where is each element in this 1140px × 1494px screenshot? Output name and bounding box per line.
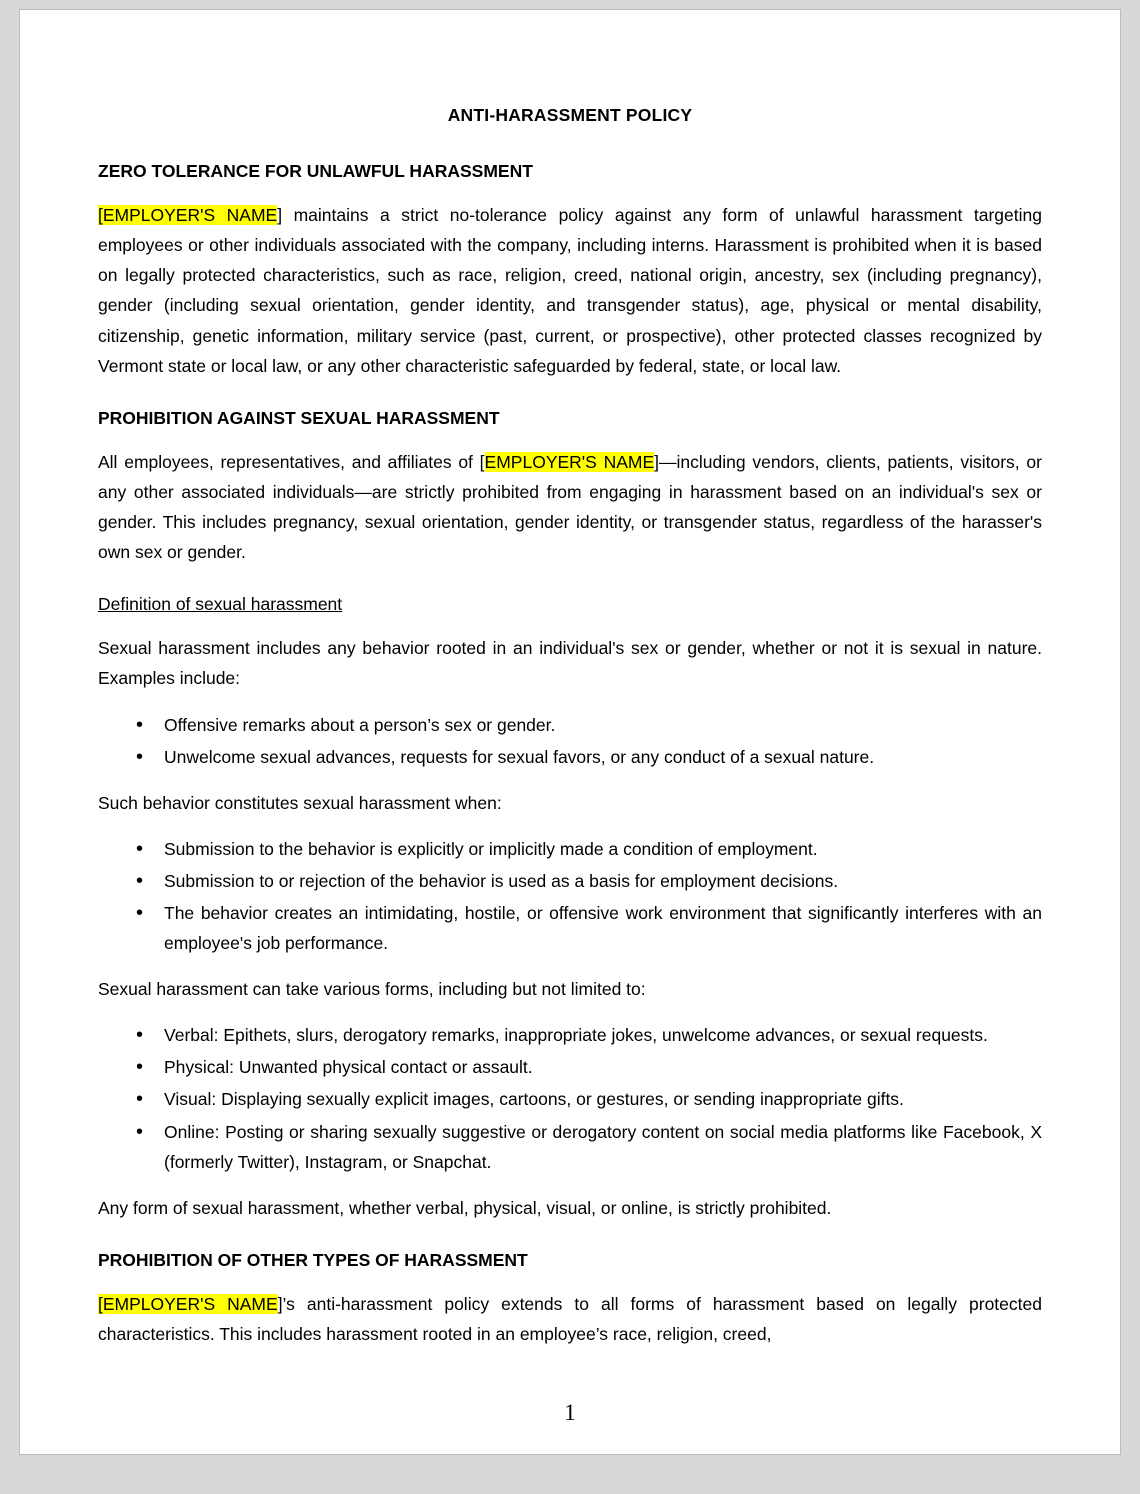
list-item: • Physical: Unwanted physical contact or assault. <box>164 1052 1042 1082</box>
page-title: ANTI-HARASSMENT POLICY <box>447 105 693 125</box>
paragraph-zero-tolerance <box>98 200 1042 381</box>
paragraph-zero-tolerance-text: ] maintains a strict no-tolerance policy against any form of unlawful harassment targeting employees or other individuals associated with the company, including interns. Harassment is prohibited when it is based on legally protected characteristics, such as race, religion, creed, national origin, ancestry, sex (including pregnancy), gender (including sexual orientation, gender identity, and transgender status), age, physical or mental disability, citizenship, genetic information, military service (past, current, or prospective), other protected classes recognized by Vermont state or local law, or any other characteristic safeguarded by federal, state, or local law. <box>98 205 1042 376</box>
paragraph-constitutes-intro: Such behavior constitutes sexual harassment when: <box>98 792 502 813</box>
section-heading-zero-tolerance: ZERO TOLERANCE FOR UNLAWFUL HARASSMENT <box>98 161 533 182</box>
section-heading-other-harassment: PROHIBITION OF OTHER TYPES OF HARASSMENT <box>98 1249 528 1270</box>
paragraph-sexual-harassment-closing: Any form of sexual harassment, whether verbal, physical, visual, or online, is strictly prohibited. <box>98 1197 832 1218</box>
list-item: • Unwelcome sexual advances, requests for sexual favors, or any conduct of a sexual nature. <box>164 742 1042 772</box>
section-heading-sexual-harassment: PROHIBITION AGAINST SEXUAL HARASSMENT <box>98 407 500 428</box>
list-item: • Verbal: Epithets, slurs, derogatory remarks, inappropriate jokes, unwelcome advances, or sexual requests. <box>164 1020 1042 1050</box>
list-item: • Visual: Displaying sexually explicit images, cartoons, or gestures, or sending inappropriate gifts. <box>164 1084 1042 1114</box>
paragraph-definition-intro: Sexual harassment includes any behavior rooted in an individual's sex or gender, whether or not it is sexual in nature. Examples include: <box>98 638 1042 689</box>
paragraph-sexual-harassment-after: ]—including vendors, clients, patients, visitors, or any other associated individuals—are strictly prohibited from engaging in harassment based on an individual's sex or gender. This includes pregnancy, sexual orientation, gender identity, or transgender status, regardless of the harasser's own sex or gender. <box>98 451 1042 563</box>
paragraph-other-harassment <box>98 1289 1042 1349</box>
paragraph-forms-intro: Sexual harassment can take various forms, including but not limited to: <box>98 979 646 1000</box>
page-number: 1 <box>564 1400 576 1425</box>
list-forms <box>98 1020 1042 1176</box>
employer-name-placeholder: [EMPLOYER'S NAME <box>98 205 278 226</box>
paragraph-other-harassment-text: ]’s anti-harassment policy extends to all forms of harassment based on legally protected characteristics. This includes harassment rooted in an employee’s race, religion, creed, <box>98 1293 1042 1344</box>
list-constitutes <box>98 834 1042 958</box>
document-page <box>20 10 1120 1454</box>
subheading-definition-sexual-harassment: Definition of sexual harassment <box>98 594 343 615</box>
list-item: • The behavior creates an intimidating, hostile, or offensive work environment that significantly interferes with an employee's job performance. <box>164 898 1042 958</box>
list-examples <box>98 710 1042 772</box>
employer-name-placeholder: [EMPLOYER'S NAME <box>98 1293 278 1314</box>
list-item: • Online: Posting or sharing sexually suggestive or derogatory content on social media platforms like Facebook, X (formerly Twitter), Instagram, or Snapchat. <box>164 1117 1042 1177</box>
paragraph-sexual-harassment-before: All employees, representatives, and affiliates of [ <box>98 451 485 472</box>
list-item: • Submission to the behavior is explicitly or implicitly made a condition of employment. <box>164 834 1042 864</box>
paragraph-sexual-harassment <box>98 447 1042 567</box>
list-item: • Submission to or rejection of the behavior is used as a basis for employment decisions. <box>164 866 1042 896</box>
employer-name-placeholder: EMPLOYER'S NAME <box>484 451 655 472</box>
document-body <box>98 100 1042 1349</box>
list-item: • Offensive remarks about a person’s sex or gender. <box>164 710 1042 740</box>
